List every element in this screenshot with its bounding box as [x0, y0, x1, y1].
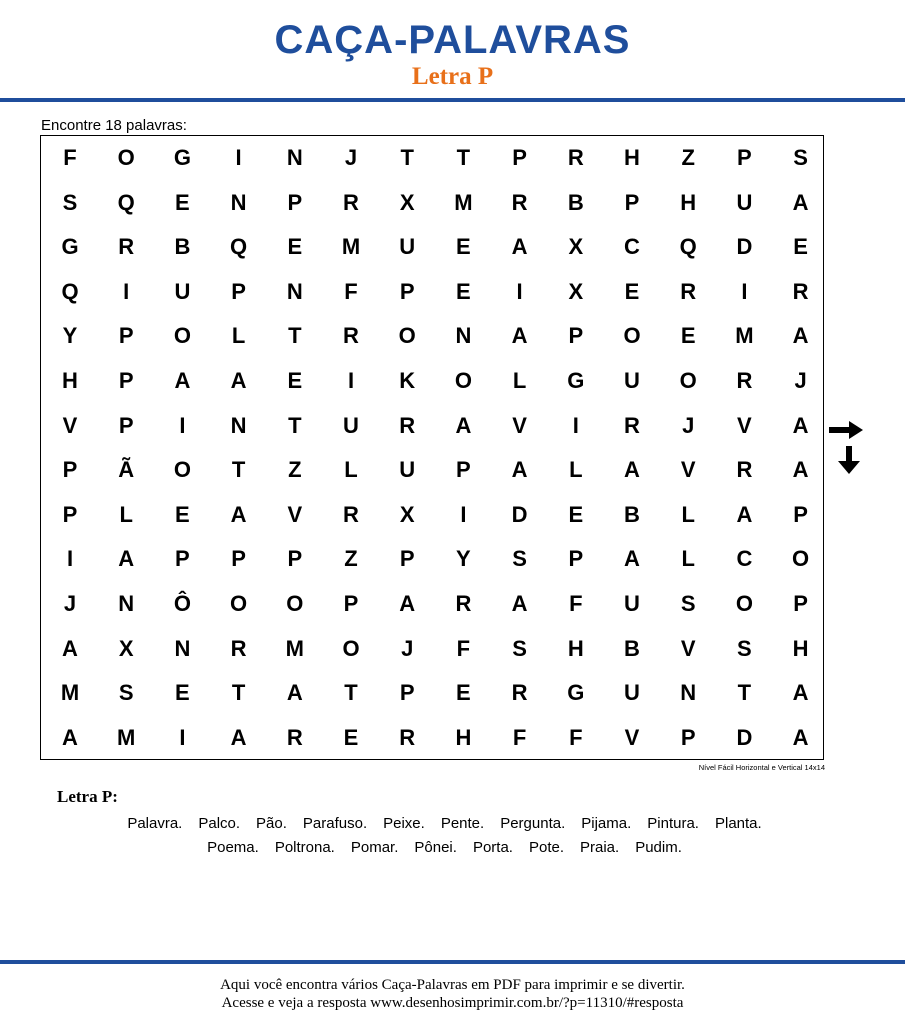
grid-letter: A: [511, 591, 528, 616]
grid-letter: S: [512, 635, 527, 661]
grid-letter: M: [285, 635, 304, 661]
grid-letter: V: [62, 412, 78, 438]
word-list-item: Pergunta.: [500, 815, 566, 832]
grid-letter: P: [680, 724, 696, 750]
grid-letter: A: [455, 412, 472, 438]
grid-letter: Q: [117, 189, 135, 215]
grid-letter: A: [118, 546, 135, 572]
grid-letter: L: [569, 457, 583, 483]
grid-letter: P: [287, 546, 303, 572]
grid-letter: S: [680, 591, 696, 616]
grid-letter: U: [624, 680, 640, 706]
grid-letter: P: [62, 501, 78, 527]
grid-letter: I: [66, 546, 74, 572]
grid-letter: M: [60, 680, 80, 706]
grid-letter: A: [62, 635, 78, 661]
grid-letter: I: [516, 278, 523, 304]
grid-letter: O: [623, 323, 641, 349]
word-search-grid: [40, 135, 824, 760]
grid-letter: P: [231, 546, 246, 572]
grid-letter: O: [792, 546, 810, 572]
grid-letter: R: [511, 680, 528, 706]
grid-letter: Z: [288, 457, 302, 483]
grid-letter: S: [118, 680, 134, 706]
grid-letter: E: [343, 724, 359, 750]
grid-letter: L: [681, 546, 695, 572]
grid-letter: I: [235, 145, 242, 170]
grid-letter: I: [741, 278, 748, 304]
grid-letter: I: [460, 501, 467, 527]
grid-letter: L: [344, 457, 358, 483]
grid-letter: Ô: [173, 591, 191, 616]
grid-letter: G: [567, 368, 585, 393]
grid-letter: A: [792, 680, 809, 706]
grid-letter: S: [512, 546, 527, 572]
footer-text: Aqui você encontra vários Caça-Palavras em PDF para imprimir e se divertir.: [220, 977, 685, 993]
grid-letter: Z: [681, 145, 695, 170]
word-list-item: Pomar.: [350, 839, 399, 856]
grid-letter: A: [511, 457, 528, 483]
grid-letter: Q: [230, 234, 248, 260]
grid-letter: F: [344, 278, 358, 304]
grid-letter: T: [344, 680, 358, 706]
grid-letter: G: [173, 145, 191, 170]
grid-letter: M: [117, 724, 136, 750]
grid-letter: F: [569, 591, 583, 616]
grid-letter: R: [511, 189, 528, 215]
grid-letter: V: [737, 412, 752, 438]
grid-letter: A: [511, 323, 528, 349]
grid-letter: P: [399, 680, 415, 706]
word-list-item: Pente.: [440, 815, 485, 832]
grid-letter: P: [512, 145, 527, 170]
grid-letter: R: [286, 724, 303, 750]
grid-letter: G: [567, 680, 585, 706]
grid-letter: R: [343, 323, 359, 349]
grid-letter: A: [792, 189, 809, 215]
grid-letter: J: [401, 635, 414, 661]
grid-letter: R: [230, 635, 247, 661]
grid-letter: R: [792, 278, 809, 304]
grid-letter: N: [118, 591, 135, 616]
grid-letter: T: [288, 412, 302, 438]
grid-letter: E: [287, 234, 303, 260]
word-list-item: Pintura.: [647, 815, 699, 832]
grid-letter: A: [511, 234, 528, 260]
grid-letter: A: [792, 457, 809, 483]
grid-letter: P: [118, 412, 134, 438]
grid-letter: A: [230, 368, 247, 393]
grid-letter: E: [287, 368, 303, 393]
grid-letter: U: [736, 189, 753, 215]
grid-letter: A: [399, 591, 416, 616]
grid-letter: U: [399, 234, 416, 260]
grid-letter: B: [624, 501, 640, 527]
word-list-title: Letra P:: [57, 787, 118, 806]
grid-letter: D: [511, 501, 528, 527]
grid-letter: O: [454, 368, 472, 393]
grid-letter: P: [399, 278, 415, 304]
grid-letter: J: [63, 591, 77, 616]
grid-letter: R: [624, 412, 640, 438]
grid-letter: E: [624, 278, 640, 304]
grid-letter: X: [568, 278, 584, 304]
grid-letter: P: [175, 546, 190, 572]
grid-letter: C: [624, 234, 640, 260]
grid-letter: T: [231, 680, 246, 706]
grid-letter: V: [680, 635, 696, 661]
grid-letter: R: [567, 145, 584, 170]
grid-letter: J: [682, 412, 695, 438]
grid-letter: L: [119, 501, 133, 527]
grid-letter: S: [737, 635, 752, 661]
grid-letter: L: [512, 368, 527, 393]
grid-letter: I: [179, 412, 186, 438]
grid-letter: X: [399, 189, 415, 215]
grid-letter: M: [341, 234, 361, 260]
grid-letter: A: [736, 501, 753, 527]
grid-letter: O: [679, 368, 697, 393]
grid-letter: T: [456, 145, 471, 170]
arrow-right-icon: [829, 421, 863, 439]
word-list-item: Pijama.: [581, 815, 632, 832]
grid-letter: V: [512, 412, 527, 438]
word-list-line-1: [0, 815, 897, 833]
grid-letter: U: [343, 412, 359, 438]
grid-letter: H: [455, 724, 472, 750]
grid-letter: N: [680, 680, 697, 706]
word-list-item: Palco.: [198, 815, 241, 832]
grid-letter: O: [173, 457, 191, 483]
grid-letter: P: [118, 323, 134, 349]
grid-letter: T: [231, 457, 246, 483]
grid-letter: L: [231, 323, 246, 349]
grid-letter: O: [230, 591, 248, 616]
grid-letter: A: [624, 457, 640, 483]
grid-letter: B: [624, 635, 640, 661]
grid-letter: F: [456, 635, 471, 661]
grid-letter: E: [680, 323, 696, 349]
grid-letter: E: [568, 501, 584, 527]
word-list-item: Poema.: [207, 839, 259, 856]
grid-letter: P: [399, 546, 415, 572]
grid-letter: P: [231, 278, 246, 304]
grid-letter: I: [179, 724, 186, 750]
grid-letter: F: [569, 724, 583, 750]
word-list-item: Palavra.: [127, 815, 183, 832]
grid-letter: O: [398, 323, 416, 349]
grid-letter: H: [567, 635, 584, 661]
grid-letter: A: [792, 724, 809, 750]
word-list-item: Porta.: [472, 839, 513, 856]
grid-letter: E: [175, 680, 190, 706]
arrow-down-icon: [838, 446, 860, 474]
grid-letter: P: [118, 368, 134, 393]
grid-letter: P: [62, 457, 78, 483]
grid-letter: B: [174, 234, 191, 260]
grid-letter: U: [174, 278, 191, 304]
word-list-item: Poltrona.: [274, 839, 335, 856]
grid-letter: B: [567, 189, 584, 215]
word-list-item: Pudim.: [635, 839, 682, 856]
top-divider: [0, 98, 905, 102]
grid-letter: Q: [679, 234, 697, 260]
grid-letter: J: [794, 368, 807, 393]
grid-letter: V: [287, 501, 303, 527]
grid-letter: N: [286, 145, 303, 170]
grid-letter: P: [456, 457, 471, 483]
level-note: Nível Fácil Horizontal e Vertical 14x14: [698, 763, 825, 772]
grid-letter: S: [62, 189, 78, 215]
grid-letter: R: [118, 234, 135, 260]
grid-letter: P: [737, 145, 752, 170]
grid-letter: J: [344, 145, 358, 170]
bottom-divider: [0, 960, 905, 964]
grid-letter: P: [287, 189, 303, 215]
word-list-item: Praia.: [580, 839, 620, 856]
grid-letter: A: [792, 412, 809, 438]
grid-letter: Z: [344, 546, 358, 572]
grid-letter: H: [624, 145, 640, 170]
grid-letter: O: [117, 145, 135, 170]
word-list-item: Pônei.: [414, 839, 457, 856]
grid-letter: A: [230, 501, 247, 527]
grid-letter: P: [568, 546, 584, 572]
grid-letter: N: [455, 323, 472, 349]
grid-letter: I: [347, 368, 355, 393]
grid-letter: M: [454, 189, 473, 215]
grid-letter: X: [118, 635, 134, 661]
grid-letter: E: [456, 278, 471, 304]
footer-link-text: Acesse e veja a resposta www.desenhosimprimir.com.br/?p=11310/#resposta: [221, 995, 684, 1011]
grid-letter: O: [286, 591, 304, 616]
grid-letter: P: [568, 323, 584, 349]
grid-letter: A: [62, 724, 78, 750]
grid-letter: H: [792, 635, 809, 661]
word-list-item: Peixe.: [383, 815, 425, 832]
word-list-item: Pote.: [528, 839, 564, 856]
grid-letter: T: [288, 323, 302, 349]
grid-letter: F: [512, 724, 527, 750]
grid-letter: A: [792, 323, 809, 349]
grid-letter: M: [735, 323, 754, 349]
word-list-item: Parafuso.: [302, 815, 368, 832]
grid-letter: F: [63, 145, 77, 170]
page-title: CAÇA-PALAVRAS: [274, 18, 631, 62]
grid-letter: N: [174, 635, 191, 661]
grid-letter: S: [793, 145, 808, 170]
grid-letter: E: [175, 501, 190, 527]
grid-letter: I: [123, 278, 130, 304]
grid-letter: R: [399, 412, 416, 438]
grid-letter: P: [793, 501, 808, 527]
grid-letter: A: [230, 724, 247, 750]
grid-letter: K: [399, 368, 416, 393]
grid-letter: R: [680, 278, 697, 304]
grid-letter: E: [793, 234, 808, 260]
word-list-item: Pão.: [256, 815, 287, 832]
grid-letter: D: [736, 234, 753, 260]
grid-letter: P: [343, 591, 359, 616]
grid-letter: P: [624, 189, 640, 215]
grid-letter: T: [737, 680, 752, 706]
grid-letter: N: [230, 412, 247, 438]
grid-letter: V: [680, 457, 696, 483]
grid-letter: N: [230, 189, 247, 215]
word-list-line-2: [0, 839, 897, 857]
grid-letter: P: [793, 591, 808, 616]
grid-letter: T: [400, 145, 414, 170]
grid-letter: X: [568, 234, 584, 260]
grid-letter: X: [399, 501, 415, 527]
grid-letter: R: [343, 189, 359, 215]
grid-letter: Q: [61, 278, 79, 304]
instruction-text: Encontre 18 palavras:: [41, 117, 187, 134]
page-subtitle: Letra P: [411, 63, 494, 90]
grid-letter: U: [624, 591, 640, 616]
grid-letter: R: [736, 457, 753, 483]
grid-letter: N: [286, 278, 303, 304]
grid-letter: L: [681, 501, 695, 527]
grid-letter: E: [456, 234, 471, 260]
grid-letter: E: [175, 189, 190, 215]
grid-letter: U: [624, 368, 640, 393]
grid-letter: R: [399, 724, 416, 750]
grid-letter: G: [61, 234, 79, 260]
grid-letter: A: [624, 546, 640, 572]
grid-letter: H: [62, 368, 78, 393]
grid-letter: C: [736, 546, 753, 572]
grid-letter: V: [624, 724, 640, 750]
grid-letter: H: [680, 189, 697, 215]
grid-letter: Y: [62, 323, 78, 349]
grid-letter: O: [342, 635, 360, 661]
grid-letter: O: [735, 591, 753, 616]
grid-letter: E: [456, 680, 471, 706]
grid-letter: R: [455, 591, 472, 616]
word-list-item: Planta.: [714, 815, 762, 832]
grid-letter: A: [286, 680, 303, 706]
grid-letter: R: [736, 368, 753, 393]
grid-letter: O: [173, 323, 191, 349]
grid-letter: Ã: [118, 457, 135, 483]
grid-letter: U: [399, 457, 416, 483]
grid-letter: I: [572, 412, 579, 438]
grid-letter: Y: [456, 546, 471, 572]
grid-letter: A: [174, 368, 191, 393]
grid-letter: D: [736, 724, 753, 750]
grid-letter: R: [343, 501, 359, 527]
